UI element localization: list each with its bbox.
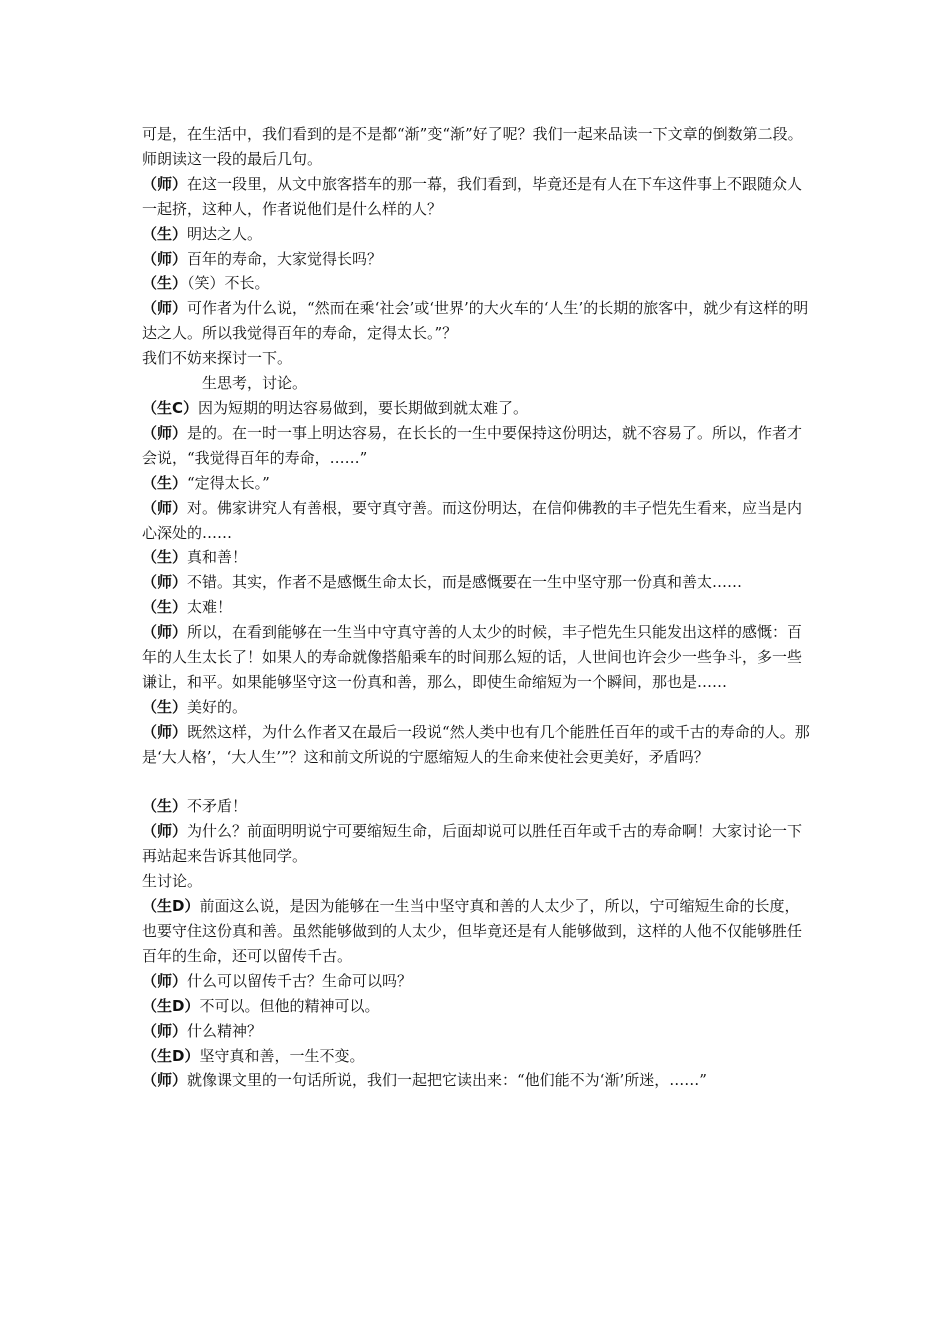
paragraph-text: 不错。其实，作者不是感慨生命太长，而是感慨要在一生中坚守那一份真和善太…… xyxy=(187,573,743,592)
paragraph-text: （笑）不长。 xyxy=(187,274,270,293)
dialogue-paragraph xyxy=(142,570,810,595)
speaker-tag: （师） xyxy=(142,623,188,642)
paragraph-text: 不可以。但他的精神可以。 xyxy=(199,996,380,1015)
dialogue-paragraph xyxy=(142,720,810,770)
speaker-tag: （师） xyxy=(142,299,188,318)
paragraph-text: 师朗读这一段的最后几句。 xyxy=(142,149,323,168)
speaker-tag: （师） xyxy=(142,249,188,268)
speaker-tag: （生） xyxy=(142,598,188,617)
dialogue-paragraph xyxy=(142,271,810,296)
paragraph-text: 我们不妨来探讨一下。 xyxy=(142,349,293,368)
dialogue-paragraph xyxy=(142,1044,810,1069)
dialogue-paragraph xyxy=(142,620,810,695)
speaker-tag: （师） xyxy=(142,722,188,741)
speaker-tag: （师） xyxy=(142,174,188,193)
paragraph-text: 就像课文里的一句话所说，我们一起把它读出来：“他们能不为‘渐’所迷，……” xyxy=(187,1071,707,1090)
paragraph-text: 真和善！ xyxy=(187,548,248,567)
speaker-tag: （师） xyxy=(142,1021,188,1040)
dialogue-paragraph xyxy=(142,969,810,994)
paragraph-text: 美好的。 xyxy=(187,697,248,716)
paragraph-text: 前面这么说，是因为能够在一生当中坚守真和善的人太少了，所以，宁可缩短生命的长度，也要守住这份真和善。虽然能够做到的人太少，但毕竟还是有人能够做到，这样的人他不仅能够胜任百年的生命，还可以留传千古。 xyxy=(142,897,803,965)
speaker-tag: （师） xyxy=(142,573,188,592)
paragraph-text: 明达之人。 xyxy=(187,224,263,243)
dialogue-paragraph xyxy=(142,545,810,570)
speaker-tag: （生D） xyxy=(142,1046,200,1065)
paragraph-text: 什么精神？ xyxy=(187,1021,263,1040)
paragraph-text: 所以，在看到能够在一生当中守真守善的人太少的时候，丰子恺先生只能发出这样的感慨：百年的人生太长了！如果人的寿命就像搭船乘车的时间那么短的话，人世间也许会少一些争斗，多一些谦让，和平。如果能够坚守这一份真和善，那么，即使生命缩短为一个瞬间，那也是…… xyxy=(142,623,803,691)
dialogue-paragraph xyxy=(142,695,810,720)
speaker-tag: （生） xyxy=(142,797,188,816)
document-body xyxy=(142,122,810,1093)
blank-line xyxy=(142,770,810,795)
dialogue-paragraph xyxy=(142,471,810,496)
speaker-tag: （生C） xyxy=(142,398,199,417)
speaker-tag: （师） xyxy=(142,822,188,841)
dialogue-paragraph xyxy=(142,396,810,421)
dialogue-paragraph xyxy=(142,247,810,272)
paragraph-text: 为什么？前面明明说宁可要缩短生命，后面却说可以胜任百年或千古的寿命啊！大家讨论一下再站起来告诉其他同学。 xyxy=(142,822,803,866)
paragraph-text: 百年的寿命，大家觉得长吗？ xyxy=(187,249,383,268)
speaker-tag: （生） xyxy=(142,697,188,716)
paragraph-text: 太难！ xyxy=(187,598,233,617)
dialogue-paragraph xyxy=(142,122,810,147)
dialogue-paragraph xyxy=(142,595,810,620)
paragraph-text: “定得太长。” xyxy=(187,473,270,492)
dialogue-paragraph xyxy=(142,994,810,1019)
dialogue-paragraph xyxy=(142,794,810,819)
speaker-tag: （师） xyxy=(142,498,188,517)
speaker-tag: （生） xyxy=(142,473,188,492)
dialogue-paragraph xyxy=(142,421,810,471)
dialogue-paragraph xyxy=(142,819,810,869)
paragraph-text: 对。佛家讲究人有善根，要守真守善。而这份明达，在信仰佛教的丰子恺先生看来，应当是内心深处的…… xyxy=(142,498,803,542)
paragraph-text: 可作者为什么说，“然而在乘‘社会’或‘世界’的大火车的‘人生’的长期的旅客中，就少有这样的明达之人。所以我觉得百年的寿命，定得太长。”？ xyxy=(142,299,809,343)
speaker-tag: （生） xyxy=(142,274,188,293)
speaker-tag: （生） xyxy=(142,224,188,243)
paragraph-text: 生思考，讨论。 xyxy=(202,374,308,393)
speaker-tag: （生） xyxy=(142,548,188,567)
speaker-tag: （师） xyxy=(142,1071,188,1090)
paragraph-text: 坚守真和善，一生不变。 xyxy=(199,1046,365,1065)
dialogue-paragraph xyxy=(142,1068,810,1093)
dialogue-paragraph xyxy=(142,296,810,346)
paragraph-text: 生讨论。 xyxy=(142,872,203,891)
dialogue-paragraph xyxy=(142,496,810,546)
dialogue-paragraph xyxy=(142,894,810,969)
dialogue-paragraph xyxy=(142,1019,810,1044)
paragraph-text: 在这一段里，从文中旅客搭车的那一幕，我们看到，毕竟还是有人在下车这件事上不跟随众人一起挤，这种人，作者说他们是什么样的人？ xyxy=(142,174,803,218)
paragraph-text: 既然这样，为什么作者又在最后一段说“然人类中也有几个能胜任百年的或千古的寿命的人。那是‘大人格’，‘大人生’”？这和前文所说的宁愿缩短人的生命来使社会更美好，矛盾吗？ xyxy=(142,722,810,766)
dialogue-paragraph xyxy=(142,869,810,894)
speaker-tag: （生D） xyxy=(142,897,200,916)
dialogue-paragraph xyxy=(142,147,810,172)
speaker-tag: （师） xyxy=(142,423,188,442)
speaker-tag: （生D） xyxy=(142,996,200,1015)
dialogue-paragraph xyxy=(142,371,810,396)
paragraph-text: 什么可以留传千古？生命可以吗？ xyxy=(187,971,413,990)
paragraph-text: 因为短期的明达容易做到，要长期做到就太难了。 xyxy=(198,398,529,417)
dialogue-paragraph xyxy=(142,222,810,247)
dialogue-paragraph xyxy=(142,172,810,222)
speaker-tag: （师） xyxy=(142,971,188,990)
paragraph-text: 不矛盾！ xyxy=(187,797,248,816)
dialogue-paragraph xyxy=(142,346,810,371)
paragraph-text: 可是，在生活中，我们看到的是不是都“渐”变“渐”好了呢？我们一起来品读一下文章的倒数第二段。 xyxy=(142,125,803,143)
paragraph-text: 是的。在一时一事上明达容易，在长长的一生中要保持这份明达，就不容易了。所以，作者才会说，“我觉得百年的寿命，……” xyxy=(142,423,803,467)
